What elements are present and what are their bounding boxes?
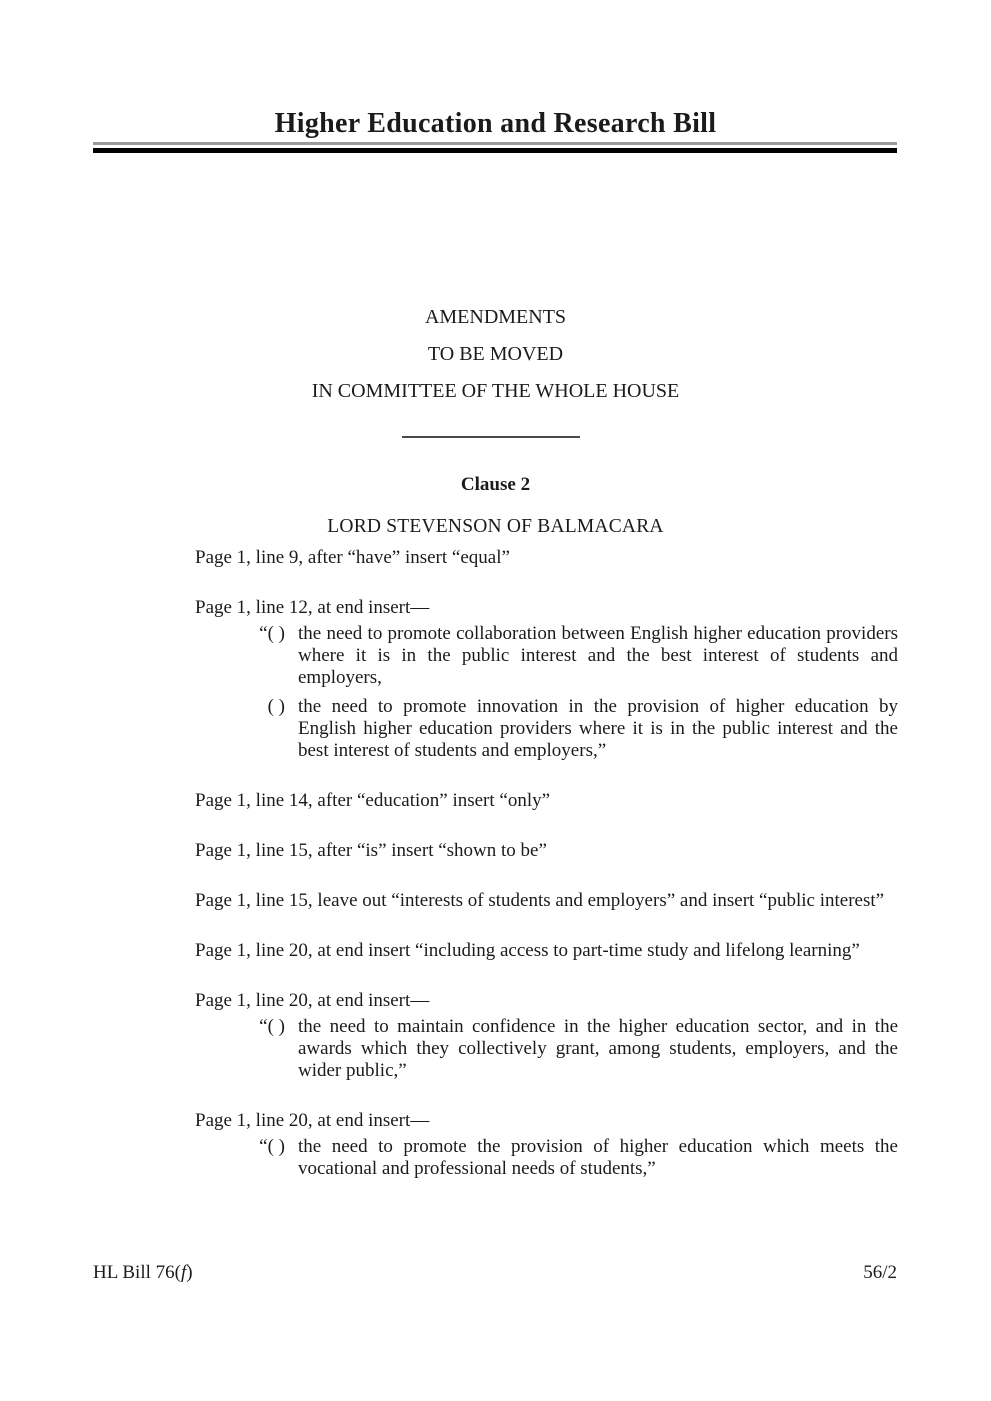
preamble-heading [0,306,991,417]
mover-name: LORD STEVENSON OF BALMACARA [327,516,664,537]
footer-bill-italic: f [180,1262,187,1283]
amendment [195,990,898,1082]
amendment-subitem [259,1016,898,1082]
amendment [195,790,898,812]
amendment [195,840,898,862]
amendment-instruction: Page 1, line 20, at end insert— [195,990,430,1011]
amendment [195,890,898,912]
bill-title: Higher Education and Research Bill [274,108,717,139]
subitem-text: the need to promote innovation in the provision of higher education by English higher education providers where it is in the public interest and the best interest of students and employers,” [298,696,898,761]
amendment [195,940,898,962]
subitem-marker: “( ) [259,1136,285,1157]
subitem-marker: “( ) [259,623,285,644]
amendment-instruction: Page 1, line 20, at end insert— [195,1110,430,1131]
amendment-subitem [259,623,898,689]
amendment-instruction: Page 1, line 14, after “education” insert “only” [195,790,551,811]
amendment [195,597,898,762]
amendment-instruction: Page 1, line 12, at end insert— [195,597,430,618]
footer-bill-number [93,1262,193,1284]
subitem-marker: “( ) [259,1016,285,1037]
amendment-instruction: Page 1, line 15, leave out “interests of students and employers” and insert “public interest” [195,890,885,911]
amendment-instruction: Page 1, line 20, at end insert “including access to part-time study and lifelong learning” [195,940,860,961]
amendment-subitem [259,1136,898,1180]
amendment [195,547,898,569]
title-rule-thick-line [93,148,897,153]
subitem-text: the need to promote collaboration between English higher education providers where it is in the public interest and the best interest of students and employers, [298,623,898,688]
clause-heading: Clause 2 [460,474,531,495]
amendment-instruction: Page 1, line 9, after “have” insert “equal” [195,547,510,568]
page-footer [93,1262,897,1284]
title-double-rule [93,142,897,153]
preamble-line-amendments: AMENDMENTS [424,306,567,328]
preamble-line-committee: IN COMMITTEE OF THE WHOLE HOUSE [311,380,680,402]
footer-bill-prefix: HL Bill 76( [93,1262,181,1283]
amendments-list [195,547,898,1180]
amendment-instruction: Page 1, line 15, after “is” insert “shown to be” [195,840,547,861]
amendment [195,1110,898,1180]
footer-bill-suffix: ) [186,1262,193,1283]
amendment-subitem [267,696,898,762]
subitem-marker: ( ) [267,696,285,717]
subitem-text: the need to maintain confidence in the higher education sector, and in the awards which they collectively grant, among students, employers, and the wider public,” [298,1016,898,1081]
section-divider-rule [402,436,580,438]
subitem-text: the need to promote the provision of higher education which meets the vocational and professional needs of students,” [298,1136,898,1179]
footer-page-ref: 56/2 [863,1262,897,1283]
preamble-line-to-be-moved: TO BE MOVED [427,343,564,365]
